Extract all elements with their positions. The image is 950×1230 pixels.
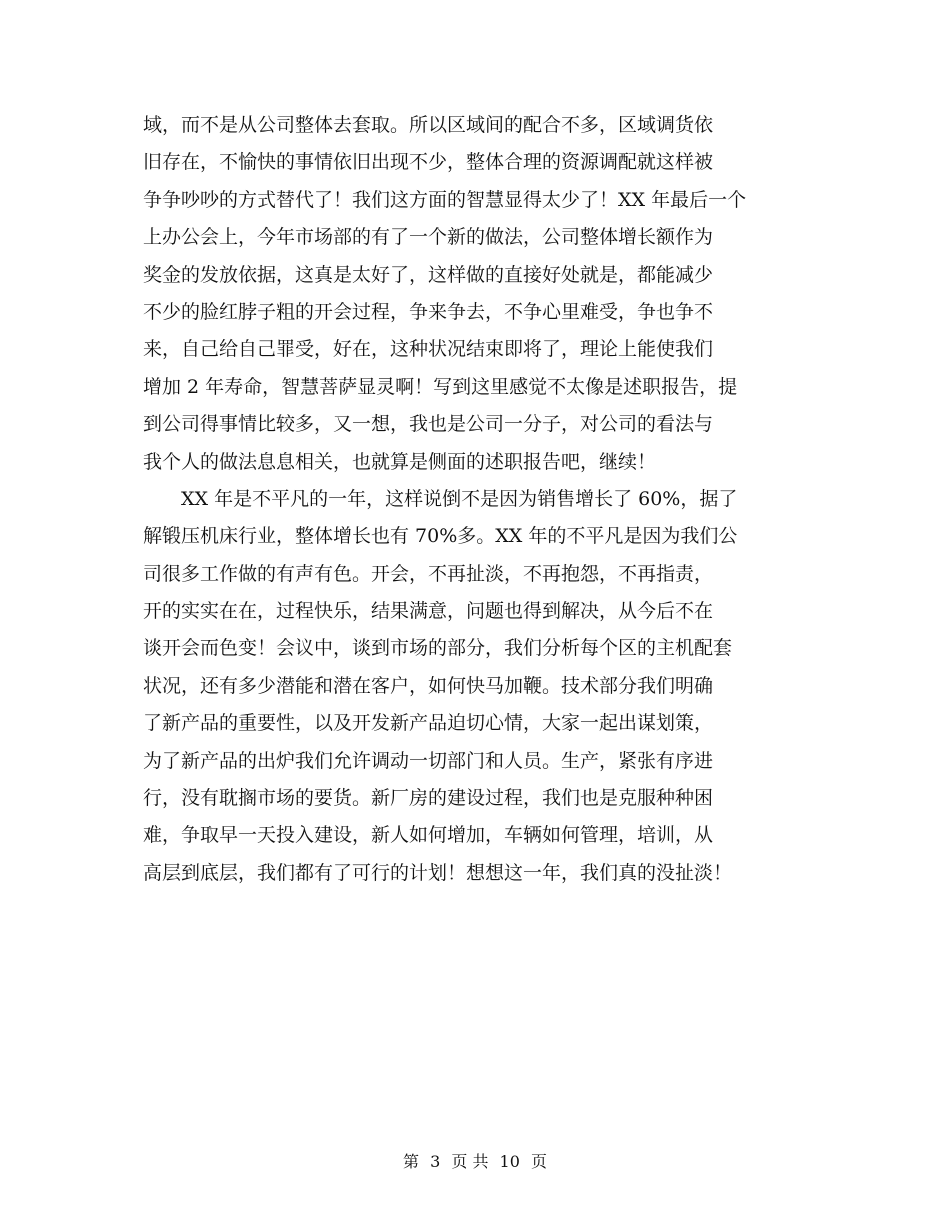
text-line: 难，争取早一天投入建设，新人如何增加，车辆如何管理，培训，从 xyxy=(143,824,714,847)
text-line: 司很多工作做的有声有色。开会，不再扯淡，不再抱怨，不再指责， xyxy=(143,562,714,585)
text-line: 为了新产品的出炉我们允许调动一切部门和人员。生产，紧张有序进 xyxy=(143,749,714,772)
text-line: 状况，还有多少潜能和潜在客户，如何快马加鞭。技术部分我们明确 xyxy=(143,674,714,697)
text-line: 域，而不是从公司整体去套取。所以区域间的配合不多，区域调货依 xyxy=(143,114,714,136)
text-line: 增加 2 年寿命，智慧菩萨显灵啊！写到这里感觉不太像是述职报告，提 xyxy=(143,375,738,398)
footer-prefix: 第 xyxy=(402,1152,419,1171)
text-line: 了新产品的重要性，以及开发新产品迫切心情，大家一起出谋划策， xyxy=(143,712,714,735)
footer-total-pages: 10 xyxy=(499,1152,520,1171)
text-line: 来，自己给自己罪受，好在，这种状况结束即将了，理论上能使我们 xyxy=(143,338,714,361)
text-line: 争争吵吵的方式替代了！我们这方面的智慧显得太少了！XX 年最后一个 xyxy=(143,188,747,211)
footer-current-page: 3 xyxy=(430,1152,441,1171)
document-body xyxy=(143,107,815,892)
text-line: 高层到底层，我们都有了可行的计划！想想这一年，我们真的没扯淡！ xyxy=(143,861,733,884)
page-footer xyxy=(0,1152,950,1172)
text-line: 开的实实在在，过程快乐，结果满意，问题也得到解决，从今后不在 xyxy=(143,600,714,623)
footer-suffix: 页 xyxy=(531,1152,548,1171)
text-line: 行，没有耽搁市场的要货。新厂房的建设过程，我们也是克服种种困 xyxy=(143,787,714,810)
text-line: 解锻压机床行业，整体增长也有 70%多。XX 年的不平凡是因为我们公 xyxy=(143,525,738,548)
text-line: 不少的脸红脖子粗的开会过程，争来争去，不争心里难受，争也争不 xyxy=(143,300,714,323)
text-line: 谈开会而色变！会议中，谈到市场的部分，我们分析每个区的主机配套 xyxy=(143,637,733,660)
text-line: 我个人的做法息息相关，也就算是侧面的述职报告吧，继续！ xyxy=(143,450,657,473)
text-line: 旧存在，不愉快的事情依旧出现不少，整体合理的资源调配就这样被 xyxy=(143,151,714,174)
text-line: 上办公会上，今年市场部的有了一个新的做法，公司整体增长额作为 xyxy=(143,226,714,249)
text-line: 到公司得事情比较多，又一想，我也是公司一分子，对公司的看法与 xyxy=(143,413,714,436)
text-line: 奖金的发放依据，这真是太好了，这样做的直接好处就是，都能减少 xyxy=(143,263,714,286)
text-line: XX 年是不平凡的一年，这样说倒不是因为销售增长了 60%，据了 xyxy=(143,487,738,510)
footer-middle: 页 共 xyxy=(451,1152,489,1171)
